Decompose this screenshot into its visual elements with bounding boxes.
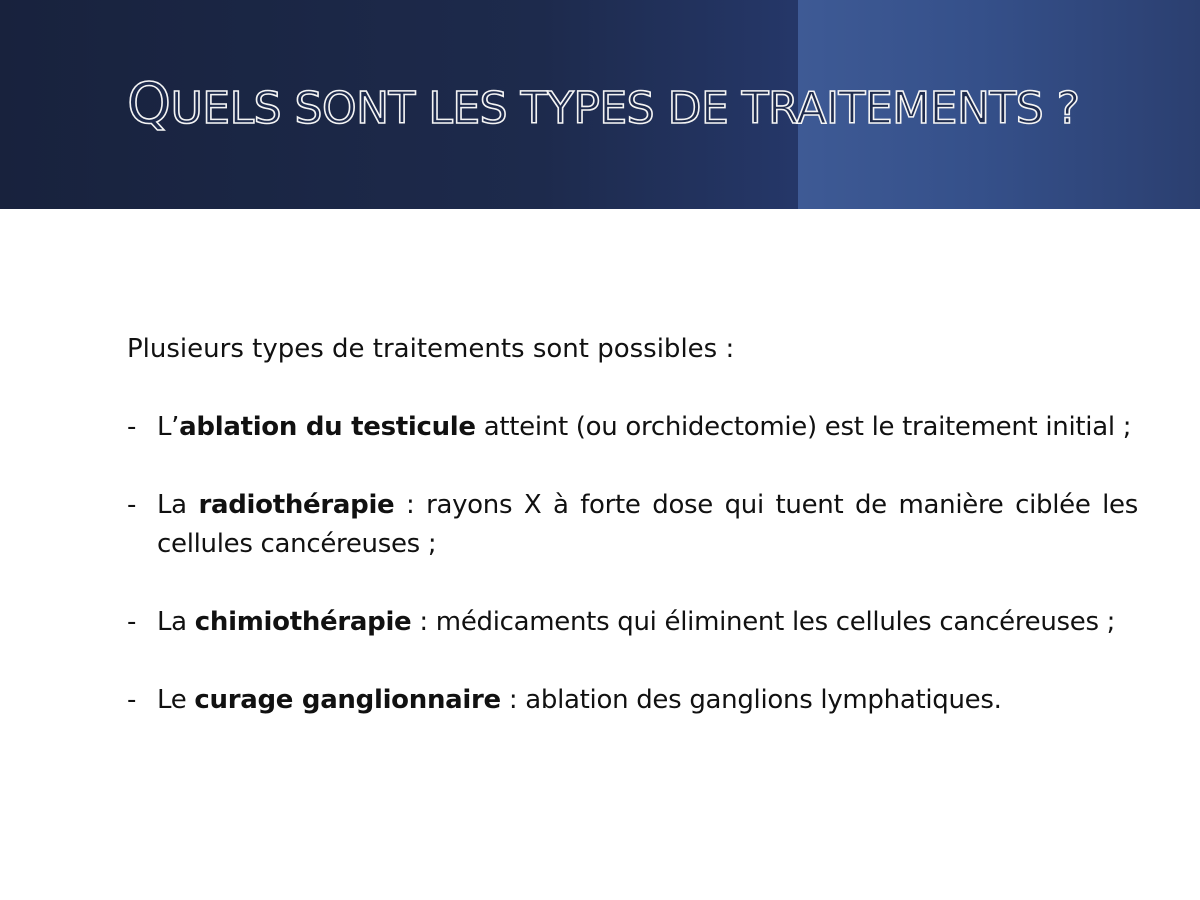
list-item-description: : médicaments qui éliminent les cellules cancéreuses ; — [411, 607, 1116, 637]
list-item-radiotherapie — [127, 486, 1138, 564]
list-item-chimiotherapie — [127, 603, 1138, 642]
list-item-prefix: L’ — [157, 412, 180, 442]
list-bullet: - — [127, 412, 137, 442]
slide-title-initial: Q — [127, 72, 171, 137]
slide-title-rest: UELS SONT LES TYPES DE TRAITEMENTS ? — [170, 83, 1080, 134]
list-item-curage — [127, 681, 1138, 720]
list-item-keyword: ablation du testicule — [179, 412, 476, 442]
list-item-description: : ablation des ganglions lymphatiques. — [500, 685, 1002, 715]
list-item-keyword: curage ganglionnaire — [194, 685, 501, 715]
list-bullet: - — [127, 685, 137, 715]
list-item-keyword: radiothérapie — [198, 490, 395, 520]
intro-text: Plusieurs types de traitements sont possibles : — [127, 334, 735, 364]
list-item-prefix: La — [157, 607, 195, 637]
list-item-keyword: chimiothérapie — [194, 607, 412, 637]
slide-title — [127, 70, 1080, 144]
list-item-description: : rayons X à forte dose qui tuent de manière ciblée les cellules cancéreuses ; — [157, 490, 1138, 559]
list-bullet: - — [127, 607, 137, 637]
treatment-list — [127, 408, 1138, 720]
list-item-prefix: Le — [157, 685, 195, 715]
list-bullet: - — [127, 490, 137, 520]
list-item-prefix: La — [157, 490, 199, 520]
list-item-description: atteint (ou orchidectomie) est le traitement initial ; — [475, 412, 1132, 442]
slide-body — [127, 330, 1138, 720]
list-item-ablation — [127, 408, 1138, 447]
title-banner — [0, 0, 1200, 209]
